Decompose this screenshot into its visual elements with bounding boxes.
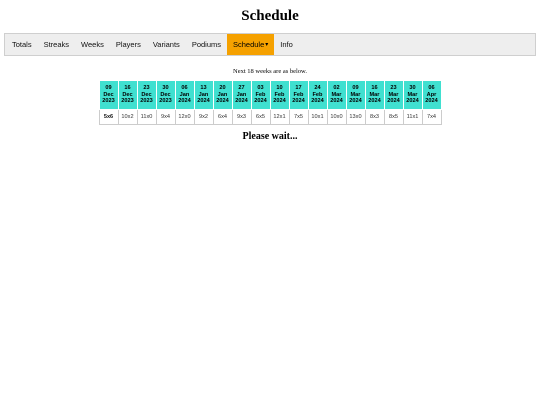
week-header [213, 81, 232, 110]
week-header [346, 81, 365, 110]
week-value-cell: 9x4 [156, 110, 175, 125]
week-header-day: 17 [295, 85, 302, 92]
nav-item-players[interactable] [110, 34, 147, 55]
week-header-month: Feb [255, 91, 266, 98]
week-header [384, 81, 403, 110]
week-header-day: 10 [276, 85, 283, 92]
nav-item-label: Schedule [233, 40, 265, 49]
week-header-year: 2024 [254, 98, 267, 105]
schedule-container [0, 80, 540, 125]
week-header-month: Mar [369, 91, 380, 98]
week-header-month: Dec [122, 91, 133, 98]
nav-item-weeks[interactable] [75, 34, 110, 55]
week-header-day: 23 [143, 85, 150, 92]
week-value-cell: 11x0 [137, 110, 156, 125]
week-header-day: 23 [390, 85, 397, 92]
week-header-day: 03 [257, 85, 264, 92]
week-header [403, 81, 422, 110]
week-value-cell: 11x1 [403, 110, 422, 125]
week-header-year: 2024 [368, 98, 381, 105]
week-header-year: 2024 [216, 98, 229, 105]
nav-item-label: Totals [12, 40, 32, 49]
week-value-cell: 7x4 [422, 110, 441, 125]
week-header-year: 2024 [311, 98, 324, 105]
week-header [422, 81, 441, 110]
navbar [4, 33, 536, 56]
week-header-month: Mar [331, 91, 342, 98]
week-header-month: Feb [293, 91, 304, 98]
week-header [270, 81, 289, 110]
week-value-cell: 10x1 [308, 110, 327, 125]
week-header-month: Mar [388, 91, 399, 98]
nav-item-label: Podiums [191, 40, 221, 49]
week-value-cell: 9x3 [232, 110, 251, 125]
week-header [137, 81, 156, 110]
week-value-cell: 7x5 [289, 110, 308, 125]
week-header [175, 81, 194, 110]
week-header-month: Jan [217, 91, 228, 98]
week-header-day: 13 [200, 85, 207, 92]
week-header [327, 81, 346, 110]
week-header [365, 81, 384, 110]
week-header [308, 81, 327, 110]
week-value-cell: 10x2 [118, 110, 137, 125]
week-header-year: 2024 [273, 98, 286, 105]
week-header-year: 2023 [121, 98, 134, 105]
week-header-day: 20 [219, 85, 226, 92]
week-value-cell: 5x6 [99, 110, 118, 125]
week-header-day: 16 [371, 85, 378, 92]
week-header [289, 81, 308, 110]
week-value-cell: 10x0 [327, 110, 346, 125]
week-header-month: Dec [103, 91, 114, 98]
week-header-year: 2024 [178, 98, 191, 105]
week-value-cell: 6x5 [251, 110, 270, 125]
week-header [118, 81, 137, 110]
schedule-table [99, 80, 442, 125]
nav-item-schedule[interactable] [227, 34, 274, 55]
week-header-day: 30 [162, 85, 169, 92]
nav-item-streaks[interactable] [38, 34, 75, 55]
week-header-day: 09 [105, 85, 112, 92]
week-value-cell: 9x2 [194, 110, 213, 125]
nav-item-label: Streaks [43, 40, 70, 49]
week-header-month: Mar [350, 91, 361, 98]
week-header-year: 2024 [425, 98, 438, 105]
nav-item-label: Players [115, 40, 141, 49]
week-value-cell: 12x0 [175, 110, 194, 125]
schedule-values-row [99, 110, 441, 125]
schedule-subtitle: Next 18 weeks are as below. [233, 68, 307, 75]
week-header-year: 2024 [406, 98, 419, 105]
week-header-month: Mar [407, 91, 418, 98]
nav-item-info[interactable] [274, 34, 299, 55]
week-header-month: Jan [179, 91, 190, 98]
nav-item-totals[interactable] [5, 34, 38, 55]
week-header-year: 2023 [102, 98, 115, 105]
week-header-month: Jan [198, 91, 209, 98]
week-header-day: 24 [314, 85, 321, 92]
week-header [156, 81, 175, 110]
week-header-year: 2023 [159, 98, 172, 105]
week-header-month: Apr [426, 91, 437, 98]
week-header-year: 2024 [330, 98, 343, 105]
week-value-cell: 6x4 [213, 110, 232, 125]
nav-item-label: Weeks [81, 40, 104, 49]
week-header-year: 2024 [387, 98, 400, 105]
week-header [251, 81, 270, 110]
nav-item-label: Info [280, 40, 293, 49]
week-header [232, 81, 251, 110]
week-header-day: 09 [352, 85, 359, 92]
page-title: Schedule [241, 8, 299, 24]
week-header-month: Dec [160, 91, 171, 98]
week-header-day: 27 [238, 85, 245, 92]
week-header-year: 2024 [349, 98, 362, 105]
week-header-month: Jan [236, 91, 247, 98]
week-value-cell: 13x0 [346, 110, 365, 125]
week-header [194, 81, 213, 110]
week-header-year: 2024 [292, 98, 305, 105]
week-header-day: 06 [428, 85, 435, 92]
week-header-month: Feb [312, 91, 323, 98]
week-header-day: 16 [124, 85, 131, 92]
week-header-year: 2023 [140, 98, 153, 105]
nav-item-label: Variants [152, 40, 180, 49]
week-header [99, 81, 118, 110]
week-value-cell: 12x1 [270, 110, 289, 125]
nav-item-variants[interactable] [147, 34, 186, 55]
schedule-header-row [99, 81, 441, 110]
nav-item-podiums[interactable] [186, 34, 227, 55]
week-header-day: 06 [181, 85, 188, 92]
week-header-year: 2024 [197, 98, 210, 105]
week-header-year: 2024 [235, 98, 248, 105]
week-header-day: 02 [333, 85, 340, 92]
week-value-cell: 8x5 [384, 110, 403, 125]
week-header-month: Dec [141, 91, 152, 98]
chevron-down-icon: ▾ [265, 42, 269, 48]
week-header-day: 30 [409, 85, 416, 92]
week-value-cell: 8x3 [365, 110, 384, 125]
loading-status: Please wait... [242, 131, 298, 142]
week-header-month: Feb [274, 91, 285, 98]
